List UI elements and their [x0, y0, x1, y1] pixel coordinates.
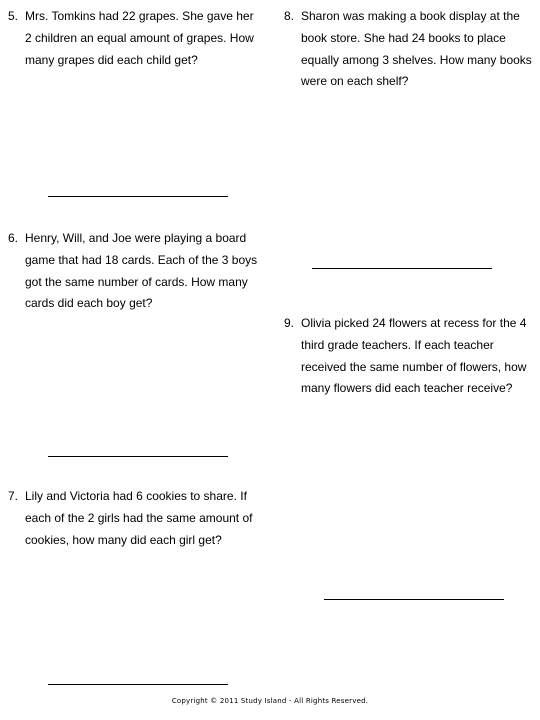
- problem-5: [8, 6, 268, 71]
- problem-line: Mrs. Tomkins had 22 grapes. She gave her: [25, 9, 254, 23]
- answer-line-7[interactable]: [48, 684, 228, 685]
- problem-text: [25, 6, 268, 71]
- problem-6: [8, 228, 268, 315]
- problem-line: equally among 3 shelves. How many books: [301, 52, 532, 67]
- problem-text: [301, 6, 538, 93]
- problem-line: cards did each boy get?: [25, 296, 153, 311]
- problem-line: game that had 18 cards. Each of the 3 boys: [25, 252, 258, 267]
- problem-number: 8.: [284, 9, 295, 23]
- problem-line: many grapes did each child get?: [25, 52, 198, 67]
- copyright-footer: Copyright © 2011 Study Island - All Rights Reserved.: [171, 697, 369, 705]
- answer-line-9[interactable]: [324, 599, 504, 600]
- problem-line: were on each shelf?: [301, 74, 409, 89]
- problem-line: 2 children an equal amount of grapes. How: [25, 30, 254, 45]
- problem-text: [25, 228, 268, 315]
- answer-line-6[interactable]: [48, 456, 228, 457]
- problem-line: got the same number of cards. How many: [25, 274, 248, 289]
- problem-line: Olivia picked 24 flowers at recess for the 4: [301, 316, 527, 330]
- problem-line: many flowers did each teacher receive?: [301, 381, 513, 396]
- problem-number: 6.: [8, 231, 19, 245]
- problem-line: Henry, Will, and Joe were playing a board: [25, 231, 247, 245]
- problem-number: 7.: [8, 489, 19, 503]
- problem-number: 9.: [284, 316, 295, 330]
- problem-line: Sharon was making a book display at the: [301, 9, 520, 23]
- answer-line-5[interactable]: [48, 196, 228, 197]
- problem-number: 5.: [8, 9, 19, 23]
- problem-text: [25, 486, 268, 551]
- answer-line-8[interactable]: [312, 268, 492, 269]
- problem-line: book store. She had 24 books to place: [301, 30, 506, 45]
- problem-line: each of the 2 girls had the same amount of: [25, 510, 253, 525]
- problem-text: [301, 313, 538, 400]
- problem-line: cookies, how many did each girl get?: [25, 532, 222, 547]
- problem-8: [284, 6, 538, 93]
- problem-line: third grade teachers. If each teacher: [301, 337, 494, 352]
- problem-line: received the same number of flowers, how: [301, 359, 527, 374]
- problem-line: Lily and Victoria had 6 cookies to share. If: [25, 489, 247, 503]
- problem-9: [284, 313, 538, 400]
- problem-7: [8, 486, 268, 551]
